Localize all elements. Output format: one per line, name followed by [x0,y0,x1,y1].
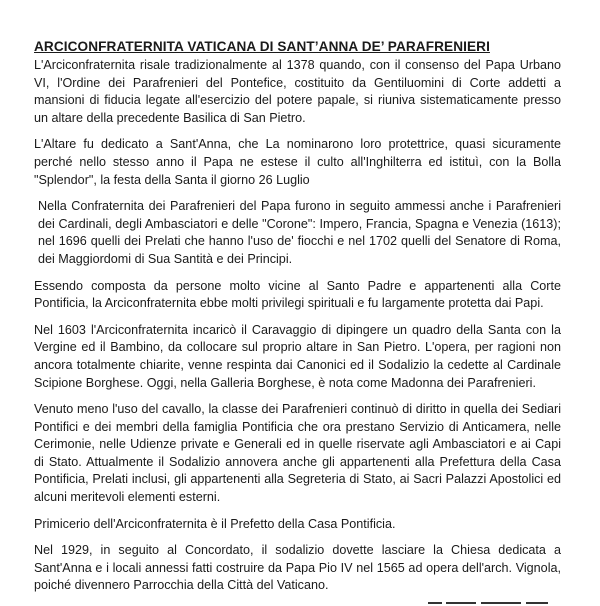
paragraph-concordato: Nel 1929, in seguito al Concordato, il sodalizio dovette lasciare la Chiesa dedicata a Sant'Anna e i locali annessi fatti costruire da Papa Pio IV nel 1565 ad opera dell'arch. Vignola, poiché divennero Parrocchia della Città del Vaticano. [34,543,561,593]
paragraph-caravaggio: Nel 1603 l'Arciconfraternita incaricò il Caravaggio di dipingere un quadro della Santa con la Vergine ed il Bambino, da collocare sul proprio altare in San Pietro. L'opera, per ragioni non ancora totalmente chiarite, venne respinta dai Canonici ed il Sodalizio la cedette al Cardinale Scipione Borghese. Oggi, nella Galleria Borghese, è nota come Madonna dei Parafrenieri. [34,322,561,390]
document-page [34,38,561,595]
paragraph-sediari: Venuto meno l'uso del cavallo, la classe dei Parafrenieri continuò di diritto in quella dei Sediari Pontifici e dei membri della famiglia Pontificia che ora prestano Servizio di Anticamera, nelle Cerimonie, nelle Udienze private e Generali ed in quelle riservate agli Ambasciatori e ai Capi di Stato. Attualmente il Sodalizio annovera anche gli appartenenti alla Prefettura della Casa Pontificia, Prelati inclusi, gli appartenenti alla Segreteria di Stato, ai Sacri Palazzi Apostolici ed alcuni meritevoli elementi esterni. [34,402,561,505]
document-title: ARCICONFRATERNITA VATICANA DI SANT’ANNA DE’ PARAFRENIERI [34,39,490,54]
paragraph-primicerio: Primicerio dell'Arciconfraternita è il Prefetto della Casa Pontificia. [34,516,396,531]
paragraph-origins: L'Arciconfraternita risale tradizionalmente al 1378 quando, con il consenso del Papa Urbano VI, l'Ordine dei Parafrenieri del Pontefice, costituito da Gentiluomini di Corte addetti a mansioni di fiducia legate all'esercizio del potere papale, si riuniva sistematicamente presso un altare della precedente Basilica di San Pietro. [34,58,561,125]
paragraph-members: Nella Confraternita dei Parafrenieri del Papa furono in seguito ammessi anche i Parafrenieri dei Cardinali, degli Ambasciatori e delle "Corone": Impero, Francia, Spagna e Venezia (1613); nel 1696 quelli dei Prelati che hanno l'uso de' fiocchi e nel 1702 quelli del Senatore di Roma, dei Maggiordomi di Sua Santità e dei Principi. [38,199,561,266]
paragraph-altar: L'Altare fu dedicato a Sant'Anna, che La nominarono loro protettrice, quasi sicuramente perché nello stesso anno il Papa ne estese il culto all'Inghilterra ed istituì, con la Bolla "Splendor", la festa della Santa il giorno 26 Luglio [34,137,561,187]
paragraph-privileges: Essendo composta da persone molto vicine al Santo Padre e appartenenti alla Corte Pontificia, la Arciconfraternita ebbe molti privilegi spirituali e fu largamente protetta dai Papi. [34,278,561,311]
cropped-text-fragment [428,600,554,606]
